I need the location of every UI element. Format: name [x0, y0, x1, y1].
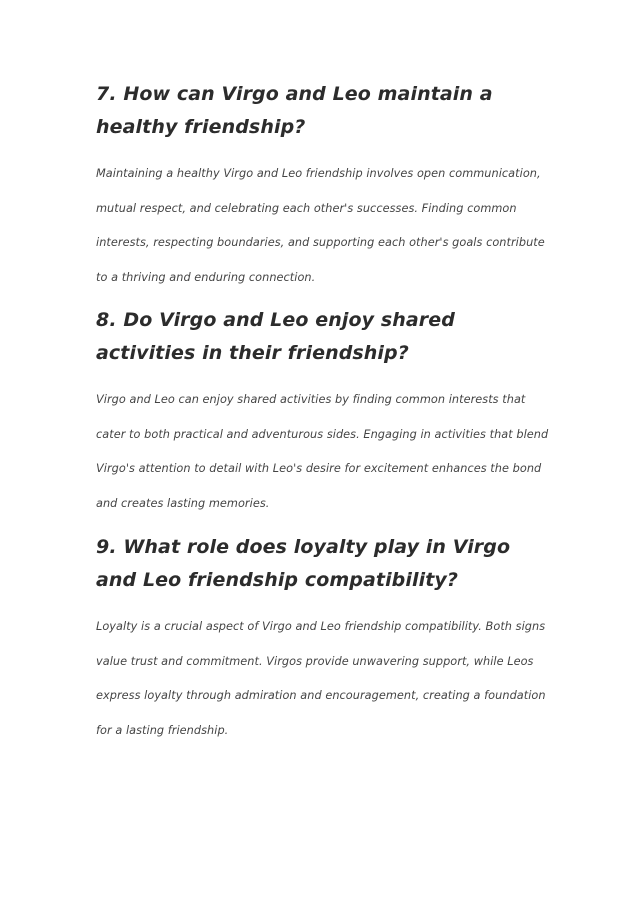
section-paragraph: Virgo and Leo can enjoy shared activities by finding common interests that cater to both practical and adventurous sides. Engaging in activities that blend Virgo's attention to detail with Leo's desire for excitement enhances the bond and creates lasting memories.	[96, 393, 549, 510]
section-paragraph: Loyalty is a crucial aspect of Virgo and Leo friendship compatibility. Both signs value trust and commitment. Virgos provide unwavering support, while Leos express loyalty through admiration and encouragement, creating a foundation for a lasting friendship.	[96, 620, 546, 737]
faq-section-9	[96, 531, 556, 748]
section-heading: 8. Do Virgo and Leo enjoy shared activities in their friendship?	[96, 309, 455, 364]
faq-section-7	[96, 78, 556, 295]
section-heading: 7. How can Virgo and Leo maintain a healthy friendship?	[96, 83, 493, 138]
section-paragraph: Maintaining a healthy Virgo and Leo friendship involves open communication, mutual respect, and celebrating each other's successes. Finding common interests, respecting boundaries, and supporting each other's goals contribute to a thriving and enduring connection.	[96, 167, 545, 284]
faq-section-8	[96, 304, 556, 521]
section-heading: 9. What role does loyalty play in Virgo and Leo friendship compatibility?	[96, 536, 511, 591]
